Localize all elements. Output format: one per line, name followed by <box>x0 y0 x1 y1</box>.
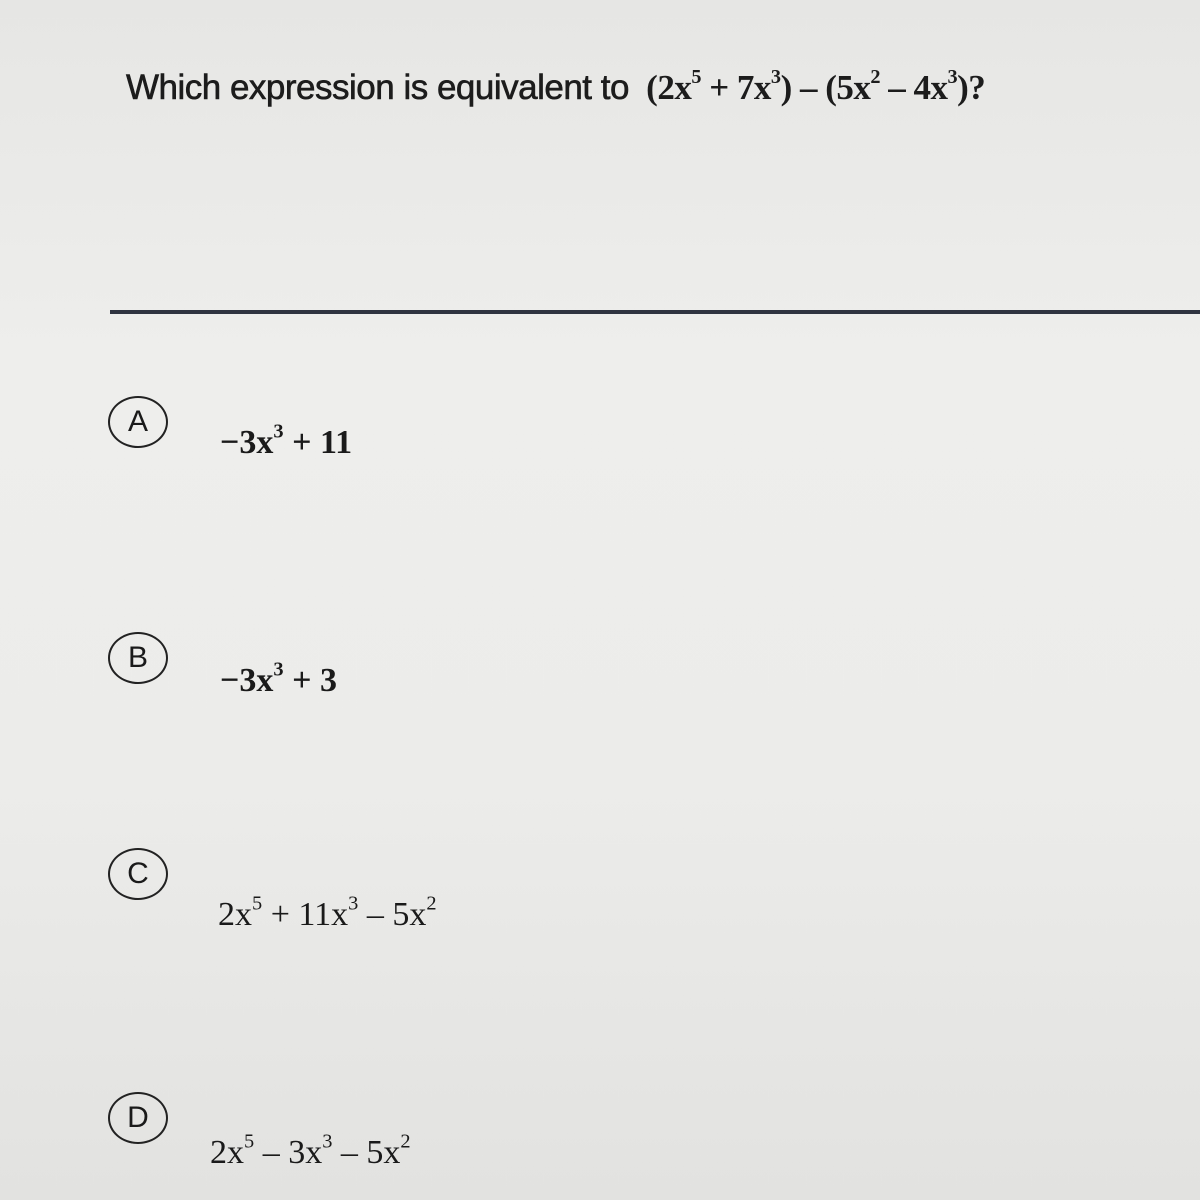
choice-a[interactable] <box>108 396 908 516</box>
choice-d[interactable] <box>108 1092 908 1200</box>
choice-b[interactable] <box>108 632 908 752</box>
choice-a-letter-badge[interactable]: A <box>108 396 168 448</box>
choice-c[interactable] <box>108 848 908 968</box>
choice-d-answer: $2x^5 - 3x^3 - 5x^2$ <box>210 1130 411 1171</box>
choice-d-letter-badge[interactable]: D <box>108 1092 168 1144</box>
question-lead: Which expression is equivalent to <box>126 68 629 107</box>
question-text <box>126 65 986 108</box>
divider <box>110 310 1200 314</box>
choice-b-letter-badge[interactable]: B <box>108 632 168 684</box>
choice-c-letter-badge[interactable]: C <box>108 848 168 900</box>
choice-b-answer: $-3x^3 + 3$ <box>220 658 337 699</box>
choice-a-answer: $-3x^3 + 11$ <box>220 420 353 461</box>
choice-c-answer: $2x^5 + 11x^3 - 5x^2$ <box>218 892 437 933</box>
question-expression: $(2x^5 + 7x^3) - (5x^2 - 4x^3)$? <box>646 65 986 107</box>
